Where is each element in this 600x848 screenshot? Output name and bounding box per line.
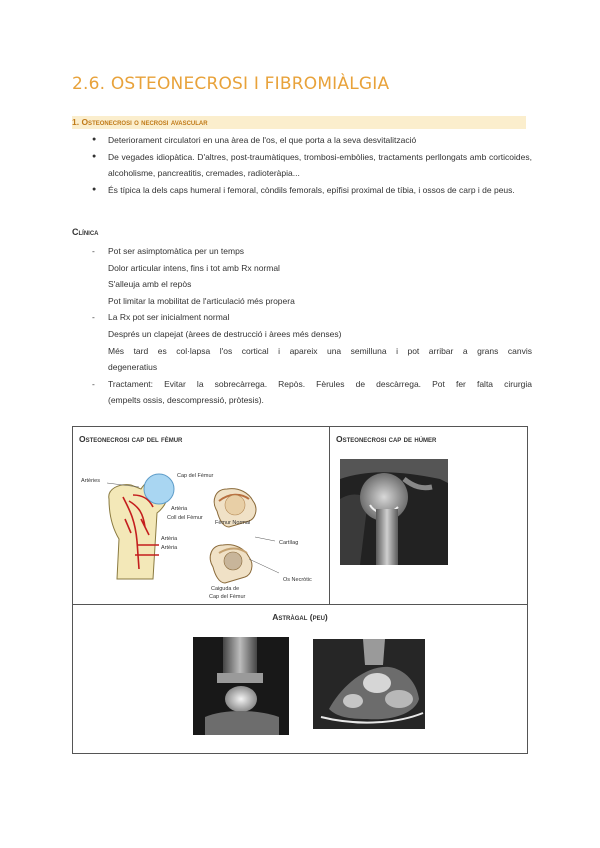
clinica-item: - La Rx pot ser inicialment normal Després un clapejat (àrees de destrucció i àrees més denses) Més tard es col·lapsa l'os cortical i apareix una semilluna i pot arribar a grans canvis degeneratius (72, 309, 532, 375)
clinica-list (72, 243, 532, 409)
clinica-heading: Clínica (72, 227, 99, 237)
bullet-item: ● Deteriorament circulatori en una àrea de l'os, el que porta a la seva desvitalització (72, 132, 532, 149)
clinica-line: S'alleuja amb el repòs (108, 279, 192, 290)
section-heading: 1. Osteonecrosi o necrosi avascular (72, 117, 208, 127)
clinica-line: Després un clapejat (àrees de destrucció i àrees més denses) (108, 328, 342, 339)
label-os-necrotic: Os Necròtic (283, 577, 312, 583)
clinica-line: Pot limitar la mobilitat de l'articulació més propera (108, 295, 295, 306)
clinica-line: Tractament: Evitar la sobrecàrrega. Repòs. Fèrules de descàrrega. Pot fer falta cirurgia (108, 378, 532, 389)
label-femur-normal: Fèmur Normal (215, 520, 251, 526)
label-cartilag: Cartílag (279, 540, 299, 546)
femur-cell (73, 427, 330, 605)
bullet-item: ● És típica la dels caps humeral i femoral, còndils femorals, epífisi proximal de tíbia, i ossos de carp i de peus. (72, 182, 532, 199)
astragal-mri-image (313, 639, 425, 729)
bullet-item: ● De vegades idiopàtica. D'altres, post-traumàtiques, trombosi-embòlies, tractaments perllongats amb corticoides, alcoholisme, pancreatitis, cremades, radioteràpia... (72, 149, 532, 182)
clinica-item: - Pot ser asimptomàtica per un temps Dolor articular intens, fins i tot amb Rx normal S'alleuja amb el repòs Pot limitar la mobilitat de l'articulació més propera (72, 243, 532, 309)
figure-table (72, 426, 528, 754)
bullet-list (72, 132, 532, 198)
clinica-line: (empelts ossis, descompressió, pròtesis). (108, 395, 264, 406)
astragal-cell (73, 605, 527, 753)
label-arteries: Artèries (81, 478, 100, 484)
astragal-title: Astràgal (peu) (272, 612, 328, 622)
humer-title: Osteonecrosi cap de húmer (336, 434, 437, 444)
label-coll-femur: Coll del Fèmur (167, 515, 203, 521)
clinica-line: degeneratius (108, 362, 158, 373)
clinica-line: Dolor articular intens, fins i tot amb Rx normal (108, 262, 280, 273)
femur-title: Osteonecrosi cap del fèmur (79, 434, 183, 444)
humer-xray-image (340, 459, 448, 565)
astragal-xray-image (193, 637, 289, 735)
clinica-line: Pot ser asimptomàtica per un temps (108, 246, 245, 256)
humer-cell (330, 427, 527, 605)
label-cap-femur: Cap del Fèmur (177, 473, 214, 479)
label-arteria: Artèria (161, 536, 178, 542)
page-title: 2.6. OSTEONECROSI I FIBROMIÀLGIA (72, 74, 390, 94)
label-caiguda: Caiguda de (211, 586, 240, 592)
label-caiguda: Cap del Fèmur (209, 594, 246, 600)
clinica-line: La Rx pot ser inicialment normal (108, 312, 230, 323)
clinica-line: Més tard es col·lapsa l'os cortical i apareix una semilluna i pot arribar a grans canvis (108, 345, 532, 356)
clinica-item: - Tractament: Evitar la sobrecàrrega. Repòs. Fèrules de descàrrega. Pot fer falta cirurgia (empelts ossis, descompressió, pròtesis). (72, 376, 532, 409)
label-arteria: Artèria (161, 545, 178, 551)
label-arteria: Artèria (171, 506, 188, 512)
